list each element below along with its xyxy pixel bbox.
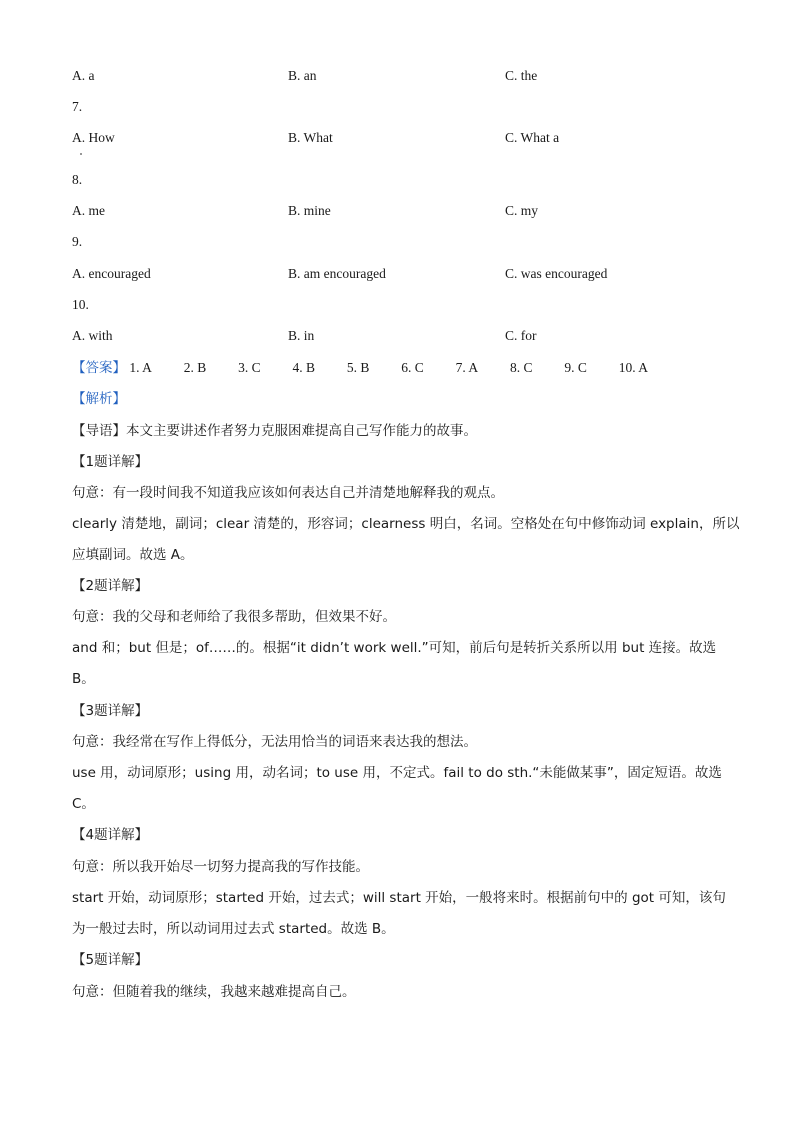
- q8-number: 8.: [72, 172, 83, 187]
- detail-3-explain-line-2: C。: [72, 796, 95, 812]
- q8-option-a: A. me: [72, 203, 105, 218]
- detail-3-title: 【3题详解】: [72, 703, 149, 719]
- q6-option-a: A. a: [72, 68, 95, 83]
- detail-4-title: 【4题详解】: [72, 827, 149, 843]
- q8-option-b: B. mine: [288, 203, 331, 218]
- q7-option-c: C. What a: [505, 130, 560, 145]
- detail-1-explain-line-1: clearly 清楚地，副词；clear 清楚的，形容词；clearness 明白，名词。空格处在句中修饰动词 explain，所以: [72, 516, 740, 532]
- answer-item: 10. A: [618, 360, 649, 375]
- answer-item: 1. A: [129, 360, 152, 375]
- answer-item: 4. B: [292, 360, 316, 375]
- answer-label: 【答案】: [72, 360, 126, 376]
- analysis-label-text: 【解析】: [72, 391, 126, 407]
- answer-item: 9. C: [564, 360, 587, 375]
- q10-option-c: C. for: [505, 328, 537, 343]
- guide-text: 【导语】本文主要讲述作者努力克服困难提高自己写作能力的故事。: [72, 423, 477, 439]
- answer-item: 7. A: [455, 360, 479, 375]
- detail-2-title: 【2题详解】: [72, 578, 149, 594]
- q6-option-c: C. the: [505, 68, 538, 83]
- q9-option-b: B. am encouraged: [288, 266, 386, 281]
- detail-1-meaning: 句意：有一段时间我不知道我应该如何表达自己并清楚地解释我的观点。: [72, 485, 504, 501]
- detail-4-explain-line-1: start 开始，动词原形；started 开始，过去式；will start 开始，一般将来时。根据前句中的 got 可知，该句: [72, 890, 726, 906]
- detail-4-meaning: 句意：所以我开始尽一切努力提高我的写作技能。: [72, 859, 369, 875]
- answer-item: 8. C: [510, 360, 533, 375]
- detail-5-title: 【5题详解】: [72, 952, 149, 968]
- detail-3-explain-line-1: use 用，动词原形；using 用，动名词；to use 用，不定式。fail to do sth.“未能做某事”，固定短语。故选: [72, 765, 722, 781]
- q7-number: 7.: [72, 99, 83, 114]
- q9-number: 9.: [72, 234, 83, 249]
- detail-4-explain-line-2: 为一般过去时，所以动词用过去式 started。故选 B。: [72, 921, 395, 937]
- q9-option-c: C. was encouraged: [505, 266, 608, 281]
- q10-options: [72, 326, 732, 346]
- detail-1-explain-line-2: 应填副词。故选 A。: [72, 547, 194, 563]
- q10-option-b: B. in: [288, 328, 315, 343]
- q7-option-b: B. What: [288, 130, 333, 145]
- detail-5-meaning: 句意：但随着我的继续，我越来越难提高自己。: [72, 984, 356, 1000]
- q10-number: 10.: [72, 297, 89, 312]
- detail-2-meaning: 句意：我的父母和老师给了我很多帮助，但效果不好。: [72, 609, 396, 625]
- detail-3-meaning: 句意：我经常在写作上得低分，无法用恰当的词语来表达我的想法。: [72, 734, 477, 750]
- q7-option-a: A. How: [72, 130, 115, 145]
- answer-item: 5. B: [346, 360, 370, 375]
- q7-options: [72, 128, 732, 148]
- q8-option-c: C. my: [505, 203, 539, 218]
- answer-item: 3. C: [238, 360, 261, 375]
- q6-option-b: B. an: [288, 68, 317, 83]
- q9-options: [72, 264, 732, 284]
- q9-option-a: A. encouraged: [72, 266, 151, 281]
- answer-item: 6. C: [401, 360, 424, 375]
- analysis-label: [72, 389, 126, 409]
- answer-item: 2. B: [183, 360, 207, 375]
- stray-dot: [80, 153, 82, 155]
- q8-options: [72, 201, 732, 221]
- answer-key: [72, 358, 648, 378]
- q6-options: [72, 66, 732, 86]
- detail-1-title: 【1题详解】: [72, 454, 149, 470]
- q10-option-a: A. with: [72, 328, 113, 343]
- detail-2-explain-line-1: and 和；but 但是；of……的。根据“it didn’t work well.”可知，前后句是转折关系所以用 but 连接。故选: [72, 640, 717, 656]
- detail-2-explain-line-2: B。: [72, 671, 95, 687]
